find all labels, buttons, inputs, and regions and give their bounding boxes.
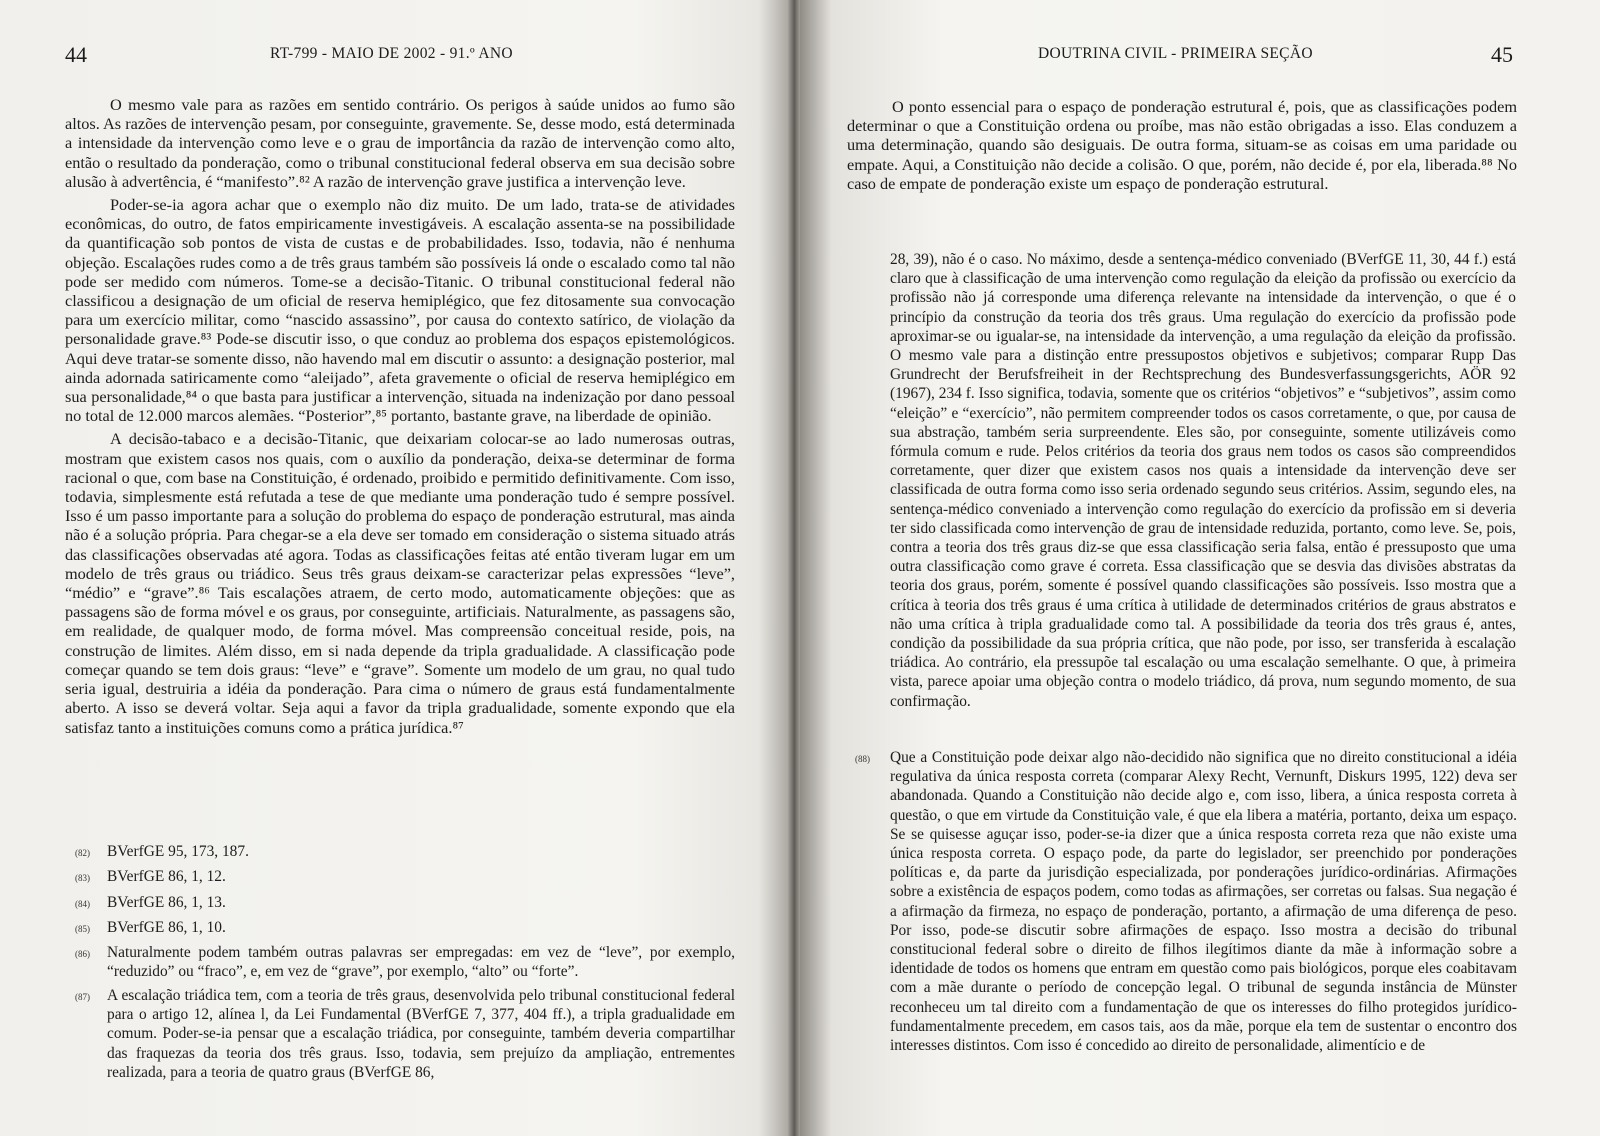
footnote [75,943,735,982]
footnote [75,986,735,1082]
footnote [75,918,735,939]
running-head-left: RT-799 - MAIO DE 2002 - 91.º ANO [270,45,513,62]
footnote [75,842,735,863]
footnote-mark: (84) [75,898,90,909]
paragraph: A decisão-tabaco e a decisão-Titanic, que deixariam colocar-se ao lado numerosas outras, mostram que existem casos nos quais, com o auxílio da ponderação, deixa-se determinar de forma racional o que, com base na Constituição, é ordenado, proibido e permitido definitivamente. Com isso, todavia, simplesmente está refutada a tese de que mediante uma ponderação tudo é sempre possível. Isso é um passo importante para a solução do problema do espaço de ponderação estrutural, mas ainda não é a solução própria. Para chegar-se a ela deve ser tomado em consideração o sistema situado atrás das classificações observadas até agora. Todas as classificações feitas até então tiveram lugar em um modelo de três graus ou triádico. Seus três graus deixam-se caracterizar pelas expressões “leve”, “médio” e “grave”.⁸⁶ Tais escalações atraem, de certo modo, automaticamente objeções: que as passagens são de forma móvel e os graus, por conseguinte, artificiais. Naturalmente, as passagens são, em realidade, de qualquer modo, de forma móvel. Mas compreensão conceitual reside, pois, na construção de limites. Além disso, em si nada depende da tripla gradualidade. A classificação pode começar quando se tem dois graus: “leve” e “grave”. Somente um modelo de um grau, no qual tudo seria igual, destruiria a idéia da ponderação. Para cima o número de graus está fundamentalmente aberto. A isso se deverá voltar. Seja aqui a favor da tripla gradualidade, somente expondo que ela satisfaz tanto a instituições comuns como a prática jurídica.⁸⁷ [65,429,735,737]
left-page [0,0,790,1136]
paragraph: O ponto essencial para o espaço de ponderação estrutural é, pois, que as classificações podem determinar o que a Constituição ordena ou proíbe, mas não estão obrigadas a isso. Elas conduzem a uma determinação, quando são desiguais. De outra forma, situam-se as coisas em uma paridade ou empate. Aqui, a Constituição não decide a colisão. O que, porém, não decide é, por ela, liberada.⁸⁸ No caso de empate de ponderação existe um espaço de ponderação estrutural. [847,97,1517,193]
footnote [75,867,735,888]
page-number-left: 44 [65,42,87,67]
footnote-text: BVerfGE 86, 1, 10. [107,918,226,936]
footnote-mark: (82) [75,848,90,858]
footnote-mark: (87) [75,991,90,1002]
footnote-mark: (88) [855,754,870,764]
footnote-text: BVerfGE 86, 1, 12. [107,868,226,886]
right-body-text [847,97,1517,197]
page-number-right: 45 [1491,42,1513,67]
left-body-text [65,95,735,741]
footnote-mark: (83) [75,873,90,884]
footnote-text: A escalação triádica tem, com a teoria de três graus, desenvolvida pelo tribunal constitucional federal para o artigo 12, alínea l, da Lei Fundamental (BVerfGE 7, 377, 404 ff.), a tripla gradualidade em comum. Poder-se-ia pensar que a escalação triádica, por conseguinte, também deveria compartilhar das fraquezas da teoria dos três graus. Isso, todavia, sem prejuízo da ampliação, entrementes realizada, para a teoria de quatro graus (BVerfGE 86, [107,986,735,1081]
footnote-text: Que a Constituição pode deixar algo não-decidido não significa que no direito constitucional a idéia regulativa da única resposta correta (comparar Alexy Recht, Vernunft, Diskurs 1995, 122) deva ser abandonada. Quando a Constituição não decide algo e, com isso, libera, a única resposta correta à questão, o que em virtude da Constituição vale, é que ela libera a matéria, portanto, deixa um espaço. Se se quisesse aguçar isso, poder-se-ia dizer que a única resposta correta reza que não existe uma única resposta correta. O espaço pode, da parte do legislador, ser preenchido por ponderações políticas e, da parte da jurisdição especializada, por ponderações jurídico-ordinárias. Afirmações sobre a existência de espaços podem, como todas as afirmações, ser corretas ou falsas. Sua negação é a afirmação da firmeza, no espaço de ponderação, portanto, a afirmação de uma diferença de peso. Por isso, pode-se discutir sobre afirmações de espaço. Isso mostra a decisão do tribunal constitucional federal sobre o direito de filhos ilegítimos diante da mãe à informação sobre a identidade de todos os homens que entram em questão como pais biológicos, porque eles coabitavam com a mãe durante o período de concepção legal. O tribunal de segunda instância de Münster reconheceu um tal direito com a fundamentação de que os interesses do filho protegidos jurídico-fundamentalmente precedem, em casos tais, aos da mãe, porque ela tem de sustentar o encontro dos interesses distintos. Com isso é concedido ao direito de personalidade, alimentício e de [890,749,1517,1055]
paragraph: O mesmo vale para as razões em sentido contrário. Os perigos à saúde unidos ao fumo são altos. As razões de intervenção pesam, por conseguinte, gravemente. Se, desse modo, está determinada a intensidade da intervenção como leve e o grau de importância da razão de intervenção como alto, então o resultado da ponderação, como o tribunal constitucional federal observa em sua decisão sobre alusão à advertência, é “manifesto”.⁸² A razão de intervenção grave justifica a intervenção leve. [65,95,735,191]
footnote [75,893,735,914]
running-head-right: DOUTRINA CIVIL - PRIMEIRA SEÇÃO [1038,45,1313,62]
footnote-text: BVerfGE 86, 1, 13. [107,893,226,911]
footnote-text: 28, 39), não é o caso. No máximo, desde a sentença-médico conveniado (BVerfGE 11, 30, 44 f.) está claro que à classificação de uma intervenção como regulação da eleição da profissão ou exercício da profissão não já corresponde uma diferença relevante na intensidade da intervenção, o que é o princípio da construção da teoria dos três graus. Uma regulação do exercício da profissão pode aproximar-se ou igualar-se, na intensidade da intervenção, a uma regulação da eleição da profissão. O mesmo vale para a distinção entre pressupostos objetivos e subjetivos; comparar Rupp Das Grundrecht der Berufsfreiheit in der Rechtsprechung des Bundesverfassungsgerichts, AÖR 92 (1967), 234 f. Isso significa, todavia, somente que os critérios “objetivos” e “subjetivos”, assim como “eleição” e “exercício”, não permitem compreender todos os casos corretamente, o que, por causa de sua abstração, também seria surpreendente. Eles são, por conseguinte, somente utilizáveis como fórmula comum e rude. Pelos critérios da teoria dos graus nem todos os casos são compreendidos corretamente, quer dizer que existem casos nos quais a intensidade da intervenção deve ser classificada de outra forma como isso seria ordenado segundo seus critérios. Assim, segundo eles, na sentença-médico conveniado a intervenção como regulação do exercício da profissão em si deveria ter sido classificada como intervenção de grau de intensidade reduzida, portanto, como leve. Se, pois, contra a teoria dos três graus diz-se que essa classificação seria falsa, então é pressuposto que uma outra classificação como grave é correta. Essa classificação que se desvia das divisões abstratas da teoria dos graus, porém, somente é possível quando classificações são possíveis. Isso mostra que a crítica à teoria dos três graus é uma crítica à utilidade de determinados critérios de graus abstratos e não uma crítica à tripla gradualidade como tal. A possibilidade da teoria dos três graus é, antes, condição da possibilidade da sua própria crítica, que não pode, por isso, ser transferida à escalação triádica. Ao contrário, ela pressupõe tal escalação ou uma escalação semelhante. O que, à primeira vista, parece apoiar uma objeção contra o modelo triádico, dá prova, num segundo momento, de sua confirmação. [890,251,1516,710]
footnote [855,748,1517,1055]
footnote-mark: (85) [75,923,90,934]
footnote-text: Naturalmente podem também outras palavras ser empregadas: em vez de “leve”, por exemplo, “reduzido” ou “fraco”, e, em vez de “grave”, por exemplo, “alto” ou “forte”. [107,944,735,981]
footnotes-left [75,842,735,1086]
footnote-mark: (86) [75,949,90,960]
paragraph: Poder-se-ia agora achar que o exemplo não diz muito. De um lado, trata-se de atividades econômicas, do outro, de fatos empiricamente investigáveis. A escalação assenta-se na possibilidade da quantificação sob pontos de vista de custas e de probabilidades. Isso, todavia, não é nenhuma objeção. Escalações rudes como a de três graus também são possíveis lá onde o escalado como tal não pode ser medido com números. Tome-se a decisão-Titanic. O tribunal constitucional federal não classificou a designação de um oficial de reserva hemiplégico, que fez ditosamente sua convocação para um exercício militar, como “nascido assassino”, por causa do contexto satírico, de violação da personalidade grave.⁸³ Pode-se discutir isso, o que conduz ao problema dos espaços epistemológicos. Aqui deve tratar-se somente disso, não havendo mal em discutir o assunto: a designação posterior, mal ainda adornada satiricamente como “aleijado”, afeta gravemente o oficial de reserva hemiplégico em sua personalidade,⁸⁴ o que basta para justificar a intervenção, situada na indenização por dano pessoal no total de 12.000 marcos alemães. “Posterior”,⁸⁵ portanto, bastante grave, na liberdade de opinião. [65,195,735,426]
footnote-87-continued [890,250,1516,711]
right-page [800,0,1600,1136]
footnote-text: BVerfGE 95, 173, 187. [107,843,249,860]
